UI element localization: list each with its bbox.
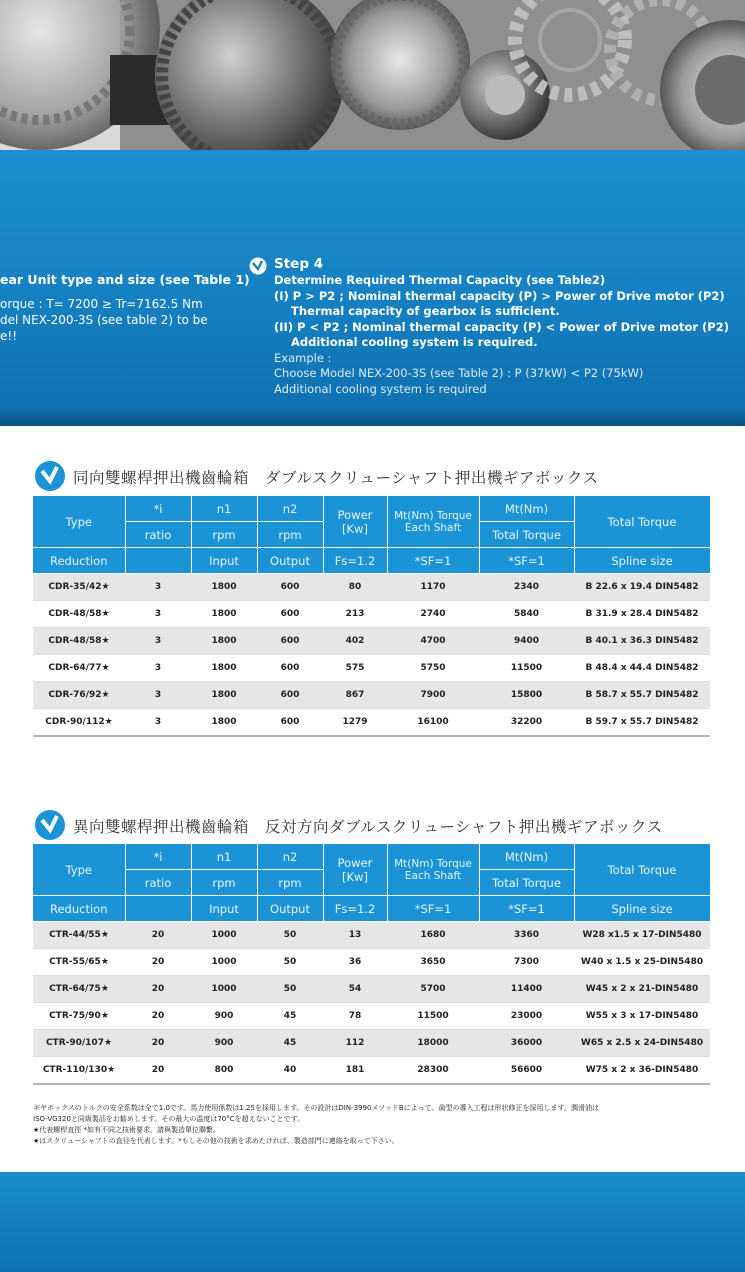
cell-input: 1800 <box>191 601 257 628</box>
col-type: Type <box>33 496 125 548</box>
step-4-example: Choose Model NEX-200-3S (see Table 2) : P (37kW) < P2 (75kW) <box>274 366 644 380</box>
cell-power: 112 <box>323 1030 387 1057</box>
cell-shaft: 4700 <box>387 628 479 655</box>
cell-power: 575 <box>323 655 387 682</box>
cell-total: 3360 <box>479 922 574 949</box>
cell-type: CTR-110/130★ <box>33 1057 125 1085</box>
col-rpm: rpm <box>191 870 257 896</box>
cell-type: CDR-64/77★ <box>33 655 125 682</box>
cell-total: 36000 <box>479 1030 574 1057</box>
col-mt: Mt(Nm) <box>479 496 574 522</box>
col-input: Input <box>191 896 257 922</box>
cell-output: 600 <box>257 628 323 655</box>
cell-input: 1000 <box>191 949 257 976</box>
col-total-torque-sub: Total Torque <box>479 522 574 548</box>
section-arrow-icon <box>34 809 66 841</box>
col-ratio: ratio <box>125 870 191 896</box>
cell-input: 1800 <box>191 574 257 601</box>
cell-spline: W65 x 2.5 x 24-DIN5480 <box>574 1030 710 1057</box>
cell-type: CTR-75/90★ <box>33 1003 125 1030</box>
table2-title: 異向雙螺桿押出機齒輪箱 反対方向ダブルスクリューシャフト押出機ギアボックス <box>73 818 663 836</box>
cell-input: 900 <box>191 1003 257 1030</box>
cell-ratio: 3 <box>125 628 191 655</box>
cell-type: CTR-55/65★ <box>33 949 125 976</box>
cell-type: CDR-48/58★ <box>33 628 125 655</box>
cell-spline: W40 x 1.5 x 25-DIN5480 <box>574 949 710 976</box>
col-n2: n2 <box>257 496 323 522</box>
col-rpm: rpm <box>191 522 257 548</box>
step-4-line: Additional cooling system is required. <box>291 335 538 349</box>
cell-total: 32200 <box>479 709 574 737</box>
step-3-line: e!! <box>0 329 18 343</box>
col-spline: Spline size <box>574 896 710 922</box>
cell-input: 1800 <box>191 655 257 682</box>
footnote-line: ★はスクリューシャフトの直径を代表します。*もしその他の技術を求めたければ、製造部門に連絡を取って下さい。 <box>33 1137 399 1145</box>
cell-total: 11500 <box>479 655 574 682</box>
table1-title: 同向雙螺桿押出機齒輪箱 ダブルスクリューシャフト押出機ギアボックス <box>73 469 599 487</box>
col-output: Output <box>257 896 323 922</box>
footnotes <box>33 1103 723 1147</box>
col-spline: Spline size <box>574 548 710 574</box>
col-reduction: Reduction <box>33 896 125 922</box>
table-row <box>33 628 710 655</box>
table2-counter-rotating <box>33 844 711 1085</box>
cell-spline: B 59.7 x 55.7 DIN5482 <box>574 709 710 737</box>
cell-power: 1279 <box>323 709 387 737</box>
col-mt-torque: Mt(Nm) Torque Each Shaft <box>387 496 479 548</box>
footnote-line: ISO-VG320と同級製品をお勧めします。その最大の温度は70°Cを超えないことです。 <box>33 1115 305 1123</box>
cell-output: 50 <box>257 949 323 976</box>
cell-total: 56600 <box>479 1057 574 1085</box>
table-row <box>33 709 710 737</box>
cell-input: 1000 <box>191 922 257 949</box>
cell-shaft: 5750 <box>387 655 479 682</box>
col-total-torque: Total Torque <box>574 496 710 548</box>
cell-output: 50 <box>257 976 323 1003</box>
cell-spline: B 48.4 x 44.4 DIN5482 <box>574 655 710 682</box>
cell-power: 402 <box>323 628 387 655</box>
step-4-example: Example : <box>274 350 332 365</box>
cell-type: CDR-90/112★ <box>33 709 125 737</box>
step-3-text <box>0 272 250 344</box>
cell-shaft: 16100 <box>387 709 479 737</box>
cell-spline: W55 x 3 x 17-DIN5480 <box>574 1003 710 1030</box>
col-mt-torque: Mt(Nm) Torque Each Shaft <box>387 844 479 896</box>
table-row <box>33 1030 710 1057</box>
col-sf: *SF=1 <box>387 548 479 574</box>
col-power: Power [Kw] <box>323 844 387 896</box>
cell-spline: W75 x 2 x 36-DIN5480 <box>574 1057 710 1085</box>
cell-shaft: 3650 <box>387 949 479 976</box>
col-sf: *SF=1 <box>479 548 574 574</box>
col-total-torque-sub: Total Torque <box>479 870 574 896</box>
step-4-title: Step 4 <box>274 256 324 272</box>
cell-shaft: 18000 <box>387 1030 479 1057</box>
col-fs: Fs=1.2 <box>323 548 387 574</box>
col-rpm: rpm <box>257 522 323 548</box>
col-ratio: ratio <box>125 522 191 548</box>
cell-output: 600 <box>257 601 323 628</box>
cell-input: 900 <box>191 1030 257 1057</box>
col-sf: *SF=1 <box>479 896 574 922</box>
step-3-line: orque : T= 7200 ≥ Tr=7162.5 Nm <box>0 297 203 311</box>
table-row <box>33 949 710 976</box>
table-row <box>33 976 710 1003</box>
cell-spline: W45 x 2 x 21-DIN5480 <box>574 976 710 1003</box>
step-4-example: Additional cooling system is required <box>274 381 487 396</box>
col-n1: n1 <box>191 844 257 870</box>
cell-ratio: 3 <box>125 574 191 601</box>
cell-spline: B 31.9 x 28.4 DIN5482 <box>574 601 710 628</box>
col-mt: Mt(Nm) <box>479 844 574 870</box>
col-output: Output <box>257 548 323 574</box>
cell-total: 23000 <box>479 1003 574 1030</box>
cell-ratio: 20 <box>125 1057 191 1085</box>
cell-shaft: 1680 <box>387 922 479 949</box>
cell-input: 1800 <box>191 682 257 709</box>
cell-total: 5840 <box>479 601 574 628</box>
cell-ratio: 20 <box>125 976 191 1003</box>
table-row <box>33 1003 710 1030</box>
cell-shaft: 11500 <box>387 1003 479 1030</box>
cell-total: 11400 <box>479 976 574 1003</box>
table-row <box>33 1057 710 1085</box>
cell-output: 600 <box>257 574 323 601</box>
cell-type: CTR-44/55★ <box>33 922 125 949</box>
cell-output: 600 <box>257 682 323 709</box>
cell-total: 2340 <box>479 574 574 601</box>
hero-gears-image <box>0 0 745 150</box>
step-4-line: Thermal capacity of gearbox is sufficient. <box>291 304 560 318</box>
footnote-line: ギヤボックスのトルクの安全系数は全て1.0です。馬力使用係数は1.25を採用します。その設計はDIN-3990メソッドBによって、歯型の導入工程は形状修正を採用します。潤滑油は <box>33 1104 599 1112</box>
cell-ratio: 3 <box>125 682 191 709</box>
col-input: Input <box>191 548 257 574</box>
table-row <box>33 601 710 628</box>
cell-shaft: 5700 <box>387 976 479 1003</box>
table1-co-rotating <box>33 496 711 737</box>
cell-ratio: 20 <box>125 1030 191 1057</box>
cell-shaft: 1170 <box>387 574 479 601</box>
cell-spline: B 58.7 x 55.7 DIN5482 <box>574 682 710 709</box>
step-4-line: Determine Required Thermal Capacity (see Table2) <box>274 273 606 287</box>
col-i: *i <box>125 496 191 522</box>
col-n1: n1 <box>191 496 257 522</box>
col-type: Type <box>33 844 125 896</box>
step-4-line: (II) P < P2 ; Nominal thermal capacity (P) < Power of Drive motor (P2) <box>274 319 729 334</box>
cell-output: 50 <box>257 922 323 949</box>
cell-power: 54 <box>323 976 387 1003</box>
cell-total: 15800 <box>479 682 574 709</box>
cell-total: 9400 <box>479 628 574 655</box>
table-row <box>33 655 710 682</box>
col-total-torque: Total Torque <box>574 844 710 896</box>
cell-output: 45 <box>257 1030 323 1057</box>
cell-ratio: 3 <box>125 709 191 737</box>
step-4-line: (I) P > P2 ; Nominal thermal capacity (P) > Power of Drive motor (P2) <box>274 288 725 303</box>
cell-type: CDR-76/92★ <box>33 682 125 709</box>
cell-output: 600 <box>257 709 323 737</box>
cell-shaft: 7900 <box>387 682 479 709</box>
table1-heading <box>37 466 599 488</box>
footnote-line: ★代表螺桿直徑 *如有不同之技術要求，請與製造單位聯繫。 <box>33 1126 220 1134</box>
cell-power: 867 <box>323 682 387 709</box>
cell-spline: B 22.6 x 19.4 DIN5482 <box>574 574 710 601</box>
footer-band <box>0 1172 745 1272</box>
cell-output: 45 <box>257 1003 323 1030</box>
cell-power: 36 <box>323 949 387 976</box>
cell-power: 80 <box>323 574 387 601</box>
cell-ratio: 20 <box>125 1003 191 1030</box>
cell-input: 1800 <box>191 709 257 737</box>
col-fs: Fs=1.2 <box>323 896 387 922</box>
cell-output: 600 <box>257 655 323 682</box>
step-3-line: del NEX-200-3S (see table 2) to be <box>0 313 208 327</box>
cell-power: 181 <box>323 1057 387 1085</box>
cell-shaft: 2740 <box>387 601 479 628</box>
cell-ratio: 3 <box>125 655 191 682</box>
cell-power: 78 <box>323 1003 387 1030</box>
cell-input: 800 <box>191 1057 257 1085</box>
cell-input: 1000 <box>191 976 257 1003</box>
cell-type: CTR-64/75★ <box>33 976 125 1003</box>
cell-type: CTR-90/107★ <box>33 1030 125 1057</box>
cell-ratio: 20 <box>125 922 191 949</box>
cell-spline: W28 x1.5 x 17-DIN5480 <box>574 922 710 949</box>
col-rpm: rpm <box>257 870 323 896</box>
cell-output: 40 <box>257 1057 323 1085</box>
cell-shaft: 28300 <box>387 1057 479 1085</box>
step-4-text <box>249 255 729 397</box>
cell-type: CDR-48/58★ <box>33 601 125 628</box>
table-row <box>33 574 710 601</box>
cell-spline: B 40.1 x 36.3 DIN5482 <box>574 628 710 655</box>
col-i: *i <box>125 844 191 870</box>
cell-ratio: 3 <box>125 601 191 628</box>
cell-input: 1800 <box>191 628 257 655</box>
cell-power: 213 <box>323 601 387 628</box>
table-row <box>33 922 710 949</box>
cell-total: 7300 <box>479 949 574 976</box>
step-3-title: ear Unit type and size (see Table 1) <box>0 272 250 287</box>
col-sf: *SF=1 <box>387 896 479 922</box>
section-arrow-icon <box>34 460 66 492</box>
cell-power: 13 <box>323 922 387 949</box>
cell-ratio: 20 <box>125 949 191 976</box>
table2-heading <box>37 815 663 837</box>
col-power: Power [Kw] <box>323 496 387 548</box>
col-n2: n2 <box>257 844 323 870</box>
cell-type: CDR-35/42★ <box>33 574 125 601</box>
col-reduction: Reduction <box>33 548 125 574</box>
gears-illustration <box>0 0 745 150</box>
table-row <box>33 682 710 709</box>
